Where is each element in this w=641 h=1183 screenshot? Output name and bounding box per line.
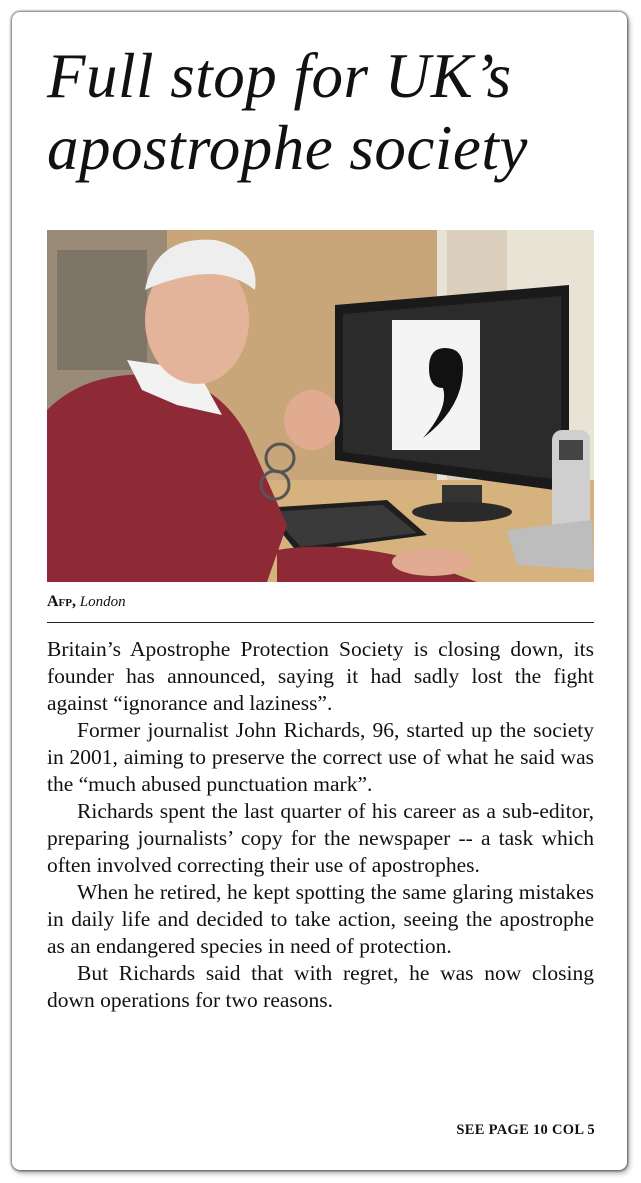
headline: Full stop for UK’s apostrophe society <box>47 41 528 183</box>
paragraph: Britain’s Apostrophe Protection Society is closing down, its founder has announced, saying it had sadly lost the fight against “ignorance and laziness”. <box>47 637 594 715</box>
article-photo <box>47 230 594 582</box>
paragraph: When he retired, he kept spotting the same glaring mistakes in daily life and decided to take action, seeing the apostrophe as an endangered species in need of protection. <box>47 880 594 958</box>
credit-place: London <box>79 594 126 610</box>
divider <box>47 622 594 623</box>
credit-agency: Afp, <box>47 593 76 610</box>
paragraph: Richards spent the last quarter of his career as a sub-editor, preparing journalists’ copy for the newspaper -- a task which often involved correcting their use of apostrophes. <box>47 799 594 877</box>
photo-credit <box>47 593 594 611</box>
article-body <box>47 636 594 1014</box>
paragraph: But Richards said that with regret, he was now closing down operations for two reasons. <box>47 961 594 1012</box>
paragraph: Former journalist John Richards, 96, started up the society in 2001, aiming to preserve the correct use of what he said was the “much abused punctuation mark”. <box>47 718 594 796</box>
photo-man-at-computer-icon <box>47 230 594 582</box>
continuation-note: SEE PAGE 10 COL 5 <box>456 1122 595 1138</box>
